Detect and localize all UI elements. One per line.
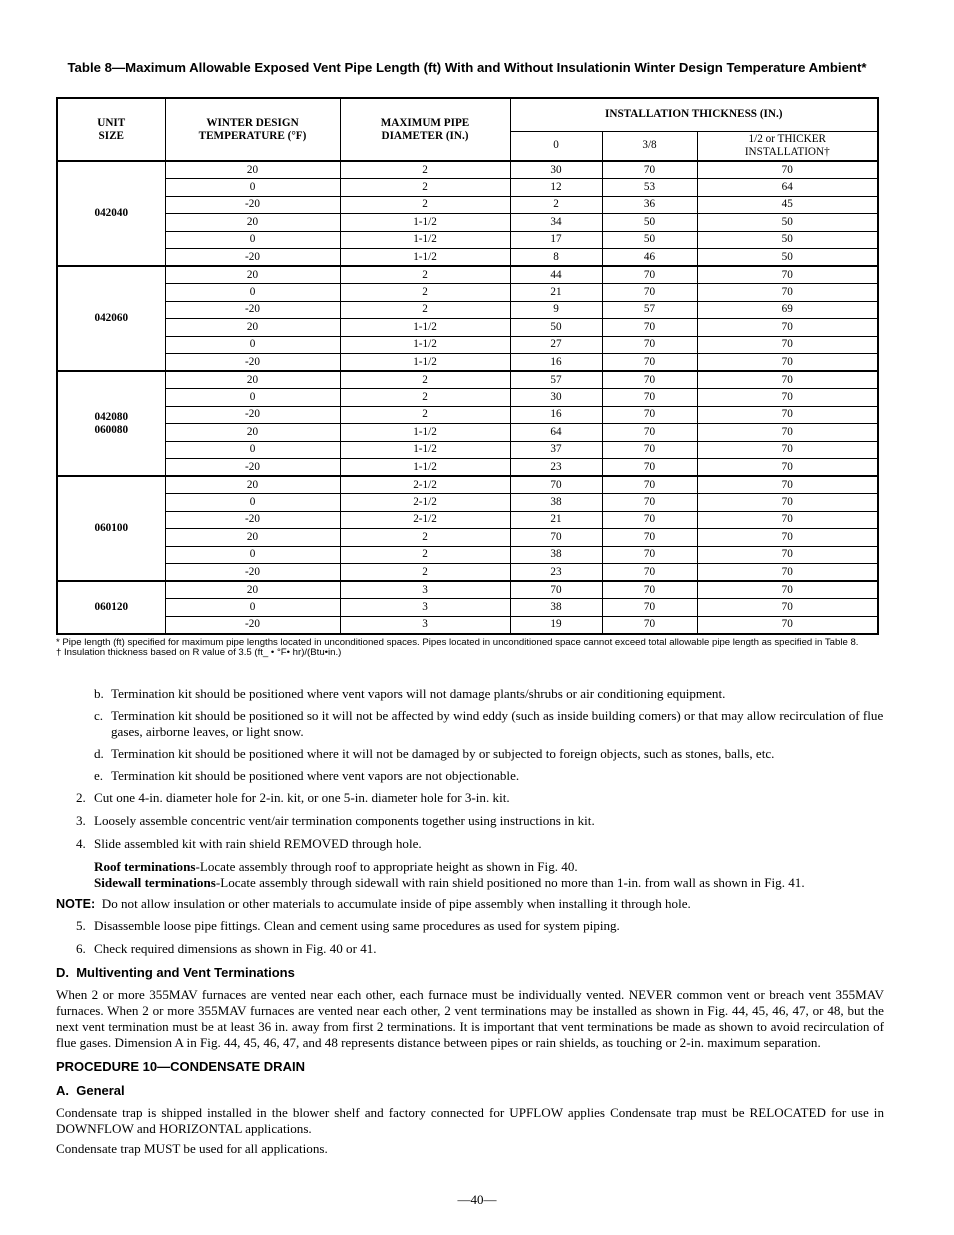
pipe-diameter-cell: 3 (340, 581, 510, 599)
unit-size-cell (57, 161, 165, 266)
pipe-diameter-cell: 2 (340, 529, 510, 547)
temperature-cell: 0 (165, 441, 340, 459)
ins-38-cell: 50 (602, 231, 697, 249)
ins-half-cell: 64 (697, 179, 878, 197)
header-unit-size: UNIT SIZE (57, 98, 165, 161)
ins-0-cell: 34 (510, 214, 602, 232)
pipe-diameter-cell: 1-1/2 (340, 354, 510, 372)
sub-item (56, 768, 884, 784)
table-row (57, 459, 878, 477)
ins-38-cell: 70 (602, 284, 697, 302)
temperature-cell: 20 (165, 214, 340, 232)
pipe-diameter-cell: 1-1/2 (340, 441, 510, 459)
table-row (57, 616, 878, 634)
ins-half-cell: 70 (697, 529, 878, 547)
ins-0-cell: 27 (510, 336, 602, 354)
table-row (57, 441, 878, 459)
ins-half-cell: 70 (697, 581, 878, 599)
unit-group (57, 371, 878, 476)
unit-size-label: 060100 (94, 522, 129, 534)
unit-group (57, 266, 878, 371)
ins-0-cell: 16 (510, 354, 602, 372)
sub-item (56, 746, 884, 762)
temperature-cell: 20 (165, 319, 340, 337)
table-row (57, 424, 878, 442)
section-a-heading: A. General (56, 1083, 125, 1098)
step-item (56, 941, 884, 957)
ins-half-cell: 50 (697, 249, 878, 267)
sub-item-text: Termination kit should be positioned where vent vapors will not damage plants/shrubs or air conditioning equipment. (111, 686, 726, 701)
sidewall-terminations-label: Sidewall terminations (94, 875, 216, 890)
pipe-diameter-cell: 3 (340, 616, 510, 634)
table-row (57, 546, 878, 564)
pipe-diameter-cell: 2 (340, 284, 510, 302)
pipe-diameter-cell: 1-1/2 (340, 249, 510, 267)
ins-0-cell: 57 (510, 371, 602, 389)
sub-item-letter: c. (94, 708, 104, 723)
table-row (57, 161, 878, 179)
table-row (57, 581, 878, 599)
step-number: 5. (76, 918, 86, 933)
sidewall-terminations-text: -Locate assembly through sidewall with rain shield positioned no more than 1-in. from wall as shown in Fig. 41. (215, 875, 805, 890)
temperature-cell: 0 (165, 599, 340, 617)
step-text: Check required dimensions as shown in Fig. 40 or 41. (94, 941, 377, 956)
table-row (57, 179, 878, 197)
temperature-cell: 20 (165, 371, 340, 389)
ins-38-cell: 70 (602, 529, 697, 547)
pipe-diameter-cell: 2 (340, 546, 510, 564)
ins-38-cell: 70 (602, 511, 697, 529)
step-item (56, 918, 884, 934)
pipe-diameter-cell: 2 (340, 564, 510, 582)
pipe-diameter-cell: 2 (340, 161, 510, 179)
ins-0-cell: 17 (510, 231, 602, 249)
step-item (56, 790, 884, 806)
pipe-diameter-cell: 1-1/2 (340, 231, 510, 249)
ins-38-cell: 70 (602, 564, 697, 582)
pipe-diameter-cell: 1-1/2 (340, 214, 510, 232)
ins-half-cell: 70 (697, 441, 878, 459)
temperature-cell: -20 (165, 511, 340, 529)
pipe-diameter-cell: 1-1/2 (340, 319, 510, 337)
pipe-diameter-cell: 2-1/2 (340, 494, 510, 512)
ins-38-cell: 70 (602, 371, 697, 389)
ins-38-cell: 70 (602, 599, 697, 617)
temperature-cell: -20 (165, 616, 340, 634)
ins-38-cell: 36 (602, 196, 697, 214)
ins-half-cell: 70 (697, 161, 878, 179)
temperature-cell: 0 (165, 284, 340, 302)
ins-0-cell: 23 (510, 459, 602, 477)
header-max-pipe: MAXIMUM PIPE DIAMETER (IN.) (340, 98, 510, 161)
temperature-cell: 20 (165, 581, 340, 599)
header-ins-half: 1/2 or THICKER INSTALLATION† (697, 131, 878, 161)
ins-38-cell: 70 (602, 389, 697, 407)
ins-half-cell: 70 (697, 354, 878, 372)
ins-half-cell: 70 (697, 616, 878, 634)
ins-38-cell: 70 (602, 546, 697, 564)
table-row (57, 494, 878, 512)
ins-half-cell: 70 (697, 546, 878, 564)
sub-item-text: Termination kit should be positioned where vent vapors are not objectionable. (111, 768, 520, 783)
sub-item-letter: b. (94, 686, 104, 701)
unit-group (57, 581, 878, 634)
step-number: 3. (76, 813, 86, 828)
table-row (57, 301, 878, 319)
temperature-cell: -20 (165, 196, 340, 214)
step-text: Loosely assemble concentric vent/air termination components together using instructions in kit. (94, 813, 595, 828)
ins-38-cell: 57 (602, 301, 697, 319)
header-ins-38: 3/8 (602, 131, 697, 161)
pipe-diameter-cell: 2-1/2 (340, 476, 510, 494)
table-row (57, 266, 878, 284)
ins-half-cell: 70 (697, 599, 878, 617)
ins-half-cell: 70 (697, 389, 878, 407)
ins-half-cell: 70 (697, 319, 878, 337)
pipe-diameter-cell: 2 (340, 301, 510, 319)
pipe-diameter-cell: 2 (340, 389, 510, 407)
ins-half-cell: 70 (697, 476, 878, 494)
ins-0-cell: 12 (510, 179, 602, 197)
ins-0-cell: 37 (510, 441, 602, 459)
ins-0-cell: 38 (510, 494, 602, 512)
sidewall-terminations (56, 875, 884, 891)
ins-38-cell: 70 (602, 319, 697, 337)
unit-size-label: 042060 (94, 312, 129, 324)
unit-size-label: 042040 (94, 207, 129, 219)
ins-38-cell: 70 (602, 406, 697, 424)
ins-half-cell: 70 (697, 564, 878, 582)
sub-item-text: Termination kit should be positioned where it will not be damaged by or subjected to foreign objects, such as stones, balls, etc. (111, 746, 775, 761)
temperature-cell: -20 (165, 249, 340, 267)
ins-38-cell: 70 (602, 476, 697, 494)
ins-38-cell: 46 (602, 249, 697, 267)
ins-0-cell: 8 (510, 249, 602, 267)
temperature-cell: 20 (165, 476, 340, 494)
temperature-cell: 0 (165, 179, 340, 197)
temperature-cell: 20 (165, 424, 340, 442)
temperature-cell: 20 (165, 161, 340, 179)
ins-0-cell: 70 (510, 476, 602, 494)
temperature-cell: 0 (165, 494, 340, 512)
temperature-cell: 0 (165, 546, 340, 564)
table-row (57, 389, 878, 407)
footnote-star: * Pipe length (ft) specified for maximum pipe lengths located in unconditioned spaces. Pipes located in unconditioned space cannot exceed total allowable pipe length as specified in Table 8. (56, 637, 859, 648)
table-row (57, 406, 878, 424)
table-row (57, 511, 878, 529)
unit-size-cell (57, 266, 165, 371)
temperature-cell: -20 (165, 459, 340, 477)
ins-38-cell: 70 (602, 336, 697, 354)
ins-0-cell: 64 (510, 424, 602, 442)
pipe-diameter-cell: 2 (340, 179, 510, 197)
table-title: Table 8—Maximum Allowable Exposed Vent Pipe Length (ft) With and Without Insulationin Winter Design Temperature Ambient* (67, 60, 867, 75)
table-row (57, 564, 878, 582)
pipe-diameter-cell: 2 (340, 406, 510, 424)
unit-group (57, 476, 878, 581)
ins-half-cell: 50 (697, 231, 878, 249)
ins-38-cell: 70 (602, 161, 697, 179)
unit-size-label: 060080 (94, 423, 129, 436)
sub-item (56, 708, 884, 740)
footnote-dagger: † Insulation thickness based on R value of 3.5 (ft_ • °F• hr)/(Btu•in.) (56, 647, 342, 659)
step-item (56, 813, 884, 829)
ins-half-cell: 50 (697, 214, 878, 232)
temperature-cell: -20 (165, 564, 340, 582)
pipe-diameter-cell: 2 (340, 196, 510, 214)
ins-0-cell: 9 (510, 301, 602, 319)
ins-38-cell: 70 (602, 459, 697, 477)
pipe-diameter-cell: 3 (340, 599, 510, 617)
sub-item-text: Termination kit should be positioned so it will not be affected by wind eddy (such as inside building comers) or that may allow recirculation of flue gases, airborne leaves, or light snow. (111, 708, 884, 739)
table-footnotes (56, 638, 880, 658)
pipe-diameter-cell: 2-1/2 (340, 511, 510, 529)
table-row (57, 249, 878, 267)
table-row (57, 599, 878, 617)
ins-0-cell: 21 (510, 511, 602, 529)
numbered-steps-continued (56, 918, 884, 957)
ins-38-cell: 70 (602, 354, 697, 372)
ins-half-cell: 70 (697, 424, 878, 442)
temperature-cell: 20 (165, 266, 340, 284)
ins-38-cell: 70 (602, 616, 697, 634)
temperature-cell: -20 (165, 406, 340, 424)
temperature-cell: 0 (165, 231, 340, 249)
sub-item-letter: e. (94, 768, 104, 783)
table-row (57, 196, 878, 214)
procedure-heading: PROCEDURE 10—CONDENSATE DRAIN (56, 1059, 305, 1074)
ins-half-cell: 70 (697, 406, 878, 424)
pipe-diameter-cell: 2 (340, 266, 510, 284)
temperature-cell: -20 (165, 301, 340, 319)
table-row (57, 319, 878, 337)
table-header (57, 98, 878, 161)
vent-length-table (56, 97, 879, 635)
ins-half-cell: 70 (697, 266, 878, 284)
sub-item-letter: d. (94, 746, 104, 761)
ins-half-cell: 70 (697, 459, 878, 477)
unit-size-cell (57, 476, 165, 581)
header-ins-0: 0 (510, 131, 602, 161)
unit-size-label: 060120 (94, 600, 129, 613)
pipe-diameter-cell: 1-1/2 (340, 336, 510, 354)
ins-0-cell: 50 (510, 319, 602, 337)
ins-half-cell: 70 (697, 336, 878, 354)
ins-half-cell: 45 (697, 196, 878, 214)
header-winter-temp: WINTER DESIGN TEMPERATURE (°F) (165, 98, 340, 161)
ins-38-cell: 70 (602, 424, 697, 442)
ins-0-cell: 30 (510, 389, 602, 407)
section-d-heading: D. Multiventing and Vent Terminations (56, 965, 295, 980)
ins-0-cell: 2 (510, 196, 602, 214)
temperature-cell: 20 (165, 529, 340, 547)
table-row (57, 476, 878, 494)
note-label: NOTE: (56, 897, 96, 911)
temperature-cell: 0 (165, 336, 340, 354)
pipe-diameter-cell: 2 (340, 371, 510, 389)
table-row (57, 336, 878, 354)
header-insulation: INSTALLATION THICKNESS (IN.) (510, 98, 878, 131)
step-text: Cut one 4-in. diameter hole for 2-in. kit, or one 5-in. diameter hole for 3-in. kit. (94, 790, 510, 805)
step-item (56, 836, 884, 852)
ins-half-cell: 70 (697, 284, 878, 302)
ins-0-cell: 44 (510, 266, 602, 284)
unit-size-cell (57, 581, 165, 634)
ins-38-cell: 50 (602, 214, 697, 232)
section-a-text: Condensate trap is shipped installed in the blower shelf and factory connected for UPFLOW applies Condensate trap must be RELOCATED for use in DOWNFLOW and HORIZONTAL applications. (56, 1105, 884, 1136)
table-row (57, 354, 878, 372)
roof-terminations (56, 859, 884, 875)
ins-half-cell: 70 (697, 371, 878, 389)
section-a-text-2: Condensate trap MUST be used for all applications. (56, 1141, 328, 1156)
temperature-cell: -20 (165, 354, 340, 372)
note-paragraph (56, 896, 884, 912)
numbered-steps (56, 790, 884, 891)
temperature-cell: 0 (165, 389, 340, 407)
instructions-body (56, 686, 884, 1161)
unit-size-label: 042080 (94, 410, 129, 423)
unit-size-cell (57, 371, 165, 476)
ins-0-cell: 21 (510, 284, 602, 302)
ins-38-cell: 70 (602, 441, 697, 459)
ins-38-cell: 70 (602, 266, 697, 284)
ins-0-cell: 70 (510, 581, 602, 599)
pipe-diameter-cell: 1-1/2 (340, 424, 510, 442)
ins-0-cell: 19 (510, 616, 602, 634)
sub-item (56, 686, 884, 702)
page-number: —40— (457, 1192, 497, 1207)
roof-terminations-text: -Locate assembly through roof to appropriate height as shown in Fig. 40. (195, 859, 578, 874)
step-number: 6. (76, 941, 86, 956)
step-number: 4. (76, 836, 86, 851)
ins-38-cell: 70 (602, 494, 697, 512)
unit-group (57, 161, 878, 266)
sub-item-list (56, 686, 884, 784)
ins-38-cell: 70 (602, 581, 697, 599)
ins-0-cell: 16 (510, 406, 602, 424)
ins-half-cell: 70 (697, 511, 878, 529)
table-row (57, 529, 878, 547)
table-row (57, 231, 878, 249)
ins-0-cell: 30 (510, 161, 602, 179)
roof-terminations-label: Roof terminations (94, 859, 196, 874)
ins-0-cell: 23 (510, 564, 602, 582)
ins-38-cell: 53 (602, 179, 697, 197)
ins-half-cell: 69 (697, 301, 878, 319)
table-row (57, 284, 878, 302)
section-d-text: When 2 or more 355MAV furnaces are vented near each other, each furnace must be individually vented. NEVER common vent or breach vent 355MAV furnaces. When 2 or more 355MAV furnaces are vented near each other, 2 vent terminations may be installed as shown in Fig. 44, 45, 46, 47, or 48, but the next vent termination must be at least 36 in. away from first 2 terminations. It is important that vent terminations be made as shown to avoid recirculation of flue gases. Dimension A in Fig. 44, 45, 46, 47, and 48 represents distance between pipes or rain shields, as touching or 2-in. maximum separation. (56, 987, 884, 1050)
step-number: 2. (76, 790, 86, 805)
ins-0-cell: 38 (510, 599, 602, 617)
ins-0-cell: 38 (510, 546, 602, 564)
step-text: Disassemble loose pipe fittings. Clean and cement using same procedures as used for system piping. (94, 918, 620, 933)
pipe-diameter-cell: 1-1/2 (340, 459, 510, 477)
table-row (57, 371, 878, 389)
ins-half-cell: 70 (697, 494, 878, 512)
table-row (57, 214, 878, 232)
step-text: Slide assembled kit with rain shield REMOVED through hole. (94, 836, 422, 851)
note-text: Do not allow insulation or other materials to accumulate inside of pipe assembly when installing it through hole. (101, 896, 691, 911)
ins-0-cell: 70 (510, 529, 602, 547)
